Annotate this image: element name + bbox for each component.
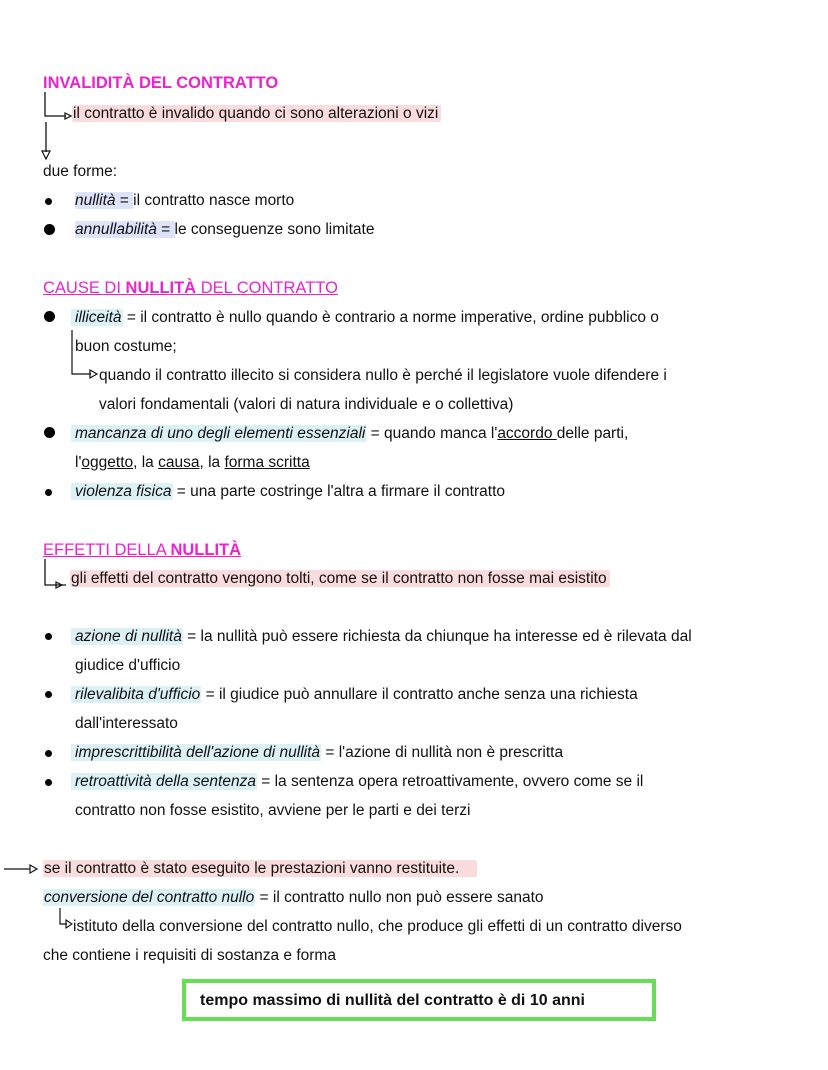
section-title-cause: CAUSE DI NULLITÀ DEL CONTRATTO — [43, 279, 338, 297]
list-item-mancanza: mancanza di uno degli elementi essenziali = quando manca l'accordo delle parti, — [71, 424, 628, 444]
bullet-icon — [45, 633, 52, 640]
max-time-text: tempo massimo di nullità del contratto è di 10 anni — [200, 992, 585, 1009]
bullet-icon — [45, 198, 52, 205]
mancanza-line2: l'oggetto, la causa, la forma scritta — [75, 454, 310, 471]
section-title-effetti: EFFETTI DELLA NULLITÀ — [43, 541, 242, 559]
restitution-note: se il contratto è stato eseguito le prestazioni vanno restituite. — [43, 859, 477, 879]
effetti-description: gli effetti del contratto vengono tolti, come se il contratto non fosse mai esistito — [70, 569, 610, 589]
bullet-icon — [44, 427, 55, 438]
forms-label: due forme: — [43, 163, 118, 180]
conversion-line: conversione del contratto nullo = il contratto nullo non può essere sanato — [44, 889, 544, 906]
hook-arrow-icon — [71, 330, 101, 380]
bullet-icon — [45, 750, 52, 757]
institute-line2: che contiene i requisiti di sostanza e forma — [43, 947, 336, 964]
list-item-violenza: violenza fisica = una parte costringe l'altra a firmare il contratto — [71, 482, 505, 502]
list-item-imprescrittibilita: imprescrittibilità dell'azione di nullità = l'azione di nullità non è prescritta — [71, 743, 563, 763]
max-time-box — [182, 979, 656, 1021]
bullet-icon — [44, 311, 55, 322]
list-item-rilevabilita: rilevalibita d'ufficio = il giudice può annullare il contratto anche senza una richiesta — [71, 685, 638, 705]
section-title-invalidita: INVALIDITÀ DEL CONTRATTO — [43, 74, 279, 92]
list-item-nullita: nullità = il contratto nasce morto — [75, 192, 295, 209]
illiceita-line2: buon costume; — [75, 338, 177, 355]
azione-line2: giudice d'ufficio — [75, 657, 181, 674]
bullet-icon — [45, 779, 52, 786]
retroattivita-line2: contratto non fosse esistito, avviene per le parti e dei terzi — [75, 802, 471, 819]
list-item-annullabilita: annullabilità = le conseguenze sono limitate — [75, 221, 375, 238]
list-item-illiceita: illiceità = il contratto è nullo quando è contrario a norme imperative, ordine pubblico o — [71, 308, 659, 328]
illiceita-sub-line1: quando il contratto illecito si considera nullo è perché il legislatore vuole difendere i — [99, 367, 667, 384]
illiceita-sub-line2: valori fondamentali (valori di natura individuale e o collettiva) — [99, 396, 514, 413]
bullet-icon — [45, 691, 52, 698]
list-item-retroattivita: retroattività della sentenza = la sentenza opera retroattivamente, ovvero come se il — [71, 772, 643, 792]
right-arrow-icon — [4, 862, 44, 876]
down-arrow-icon — [42, 122, 54, 162]
list-item-azione: azione di nullità = la nullità può essere richiesta da chiunque ha interesse ed è rilevata dal — [71, 627, 692, 647]
bullet-icon — [45, 489, 52, 496]
invalidita-definition: il contratto è invalido quando ci sono alterazioni o vizi — [72, 104, 441, 124]
institute-line1: istituto della conversione del contratto nullo, che produce gli effetti di un contratto diverso — [73, 918, 682, 935]
rilevabilita-line2: dall'interessato — [75, 715, 178, 732]
bullet-icon — [44, 224, 55, 235]
